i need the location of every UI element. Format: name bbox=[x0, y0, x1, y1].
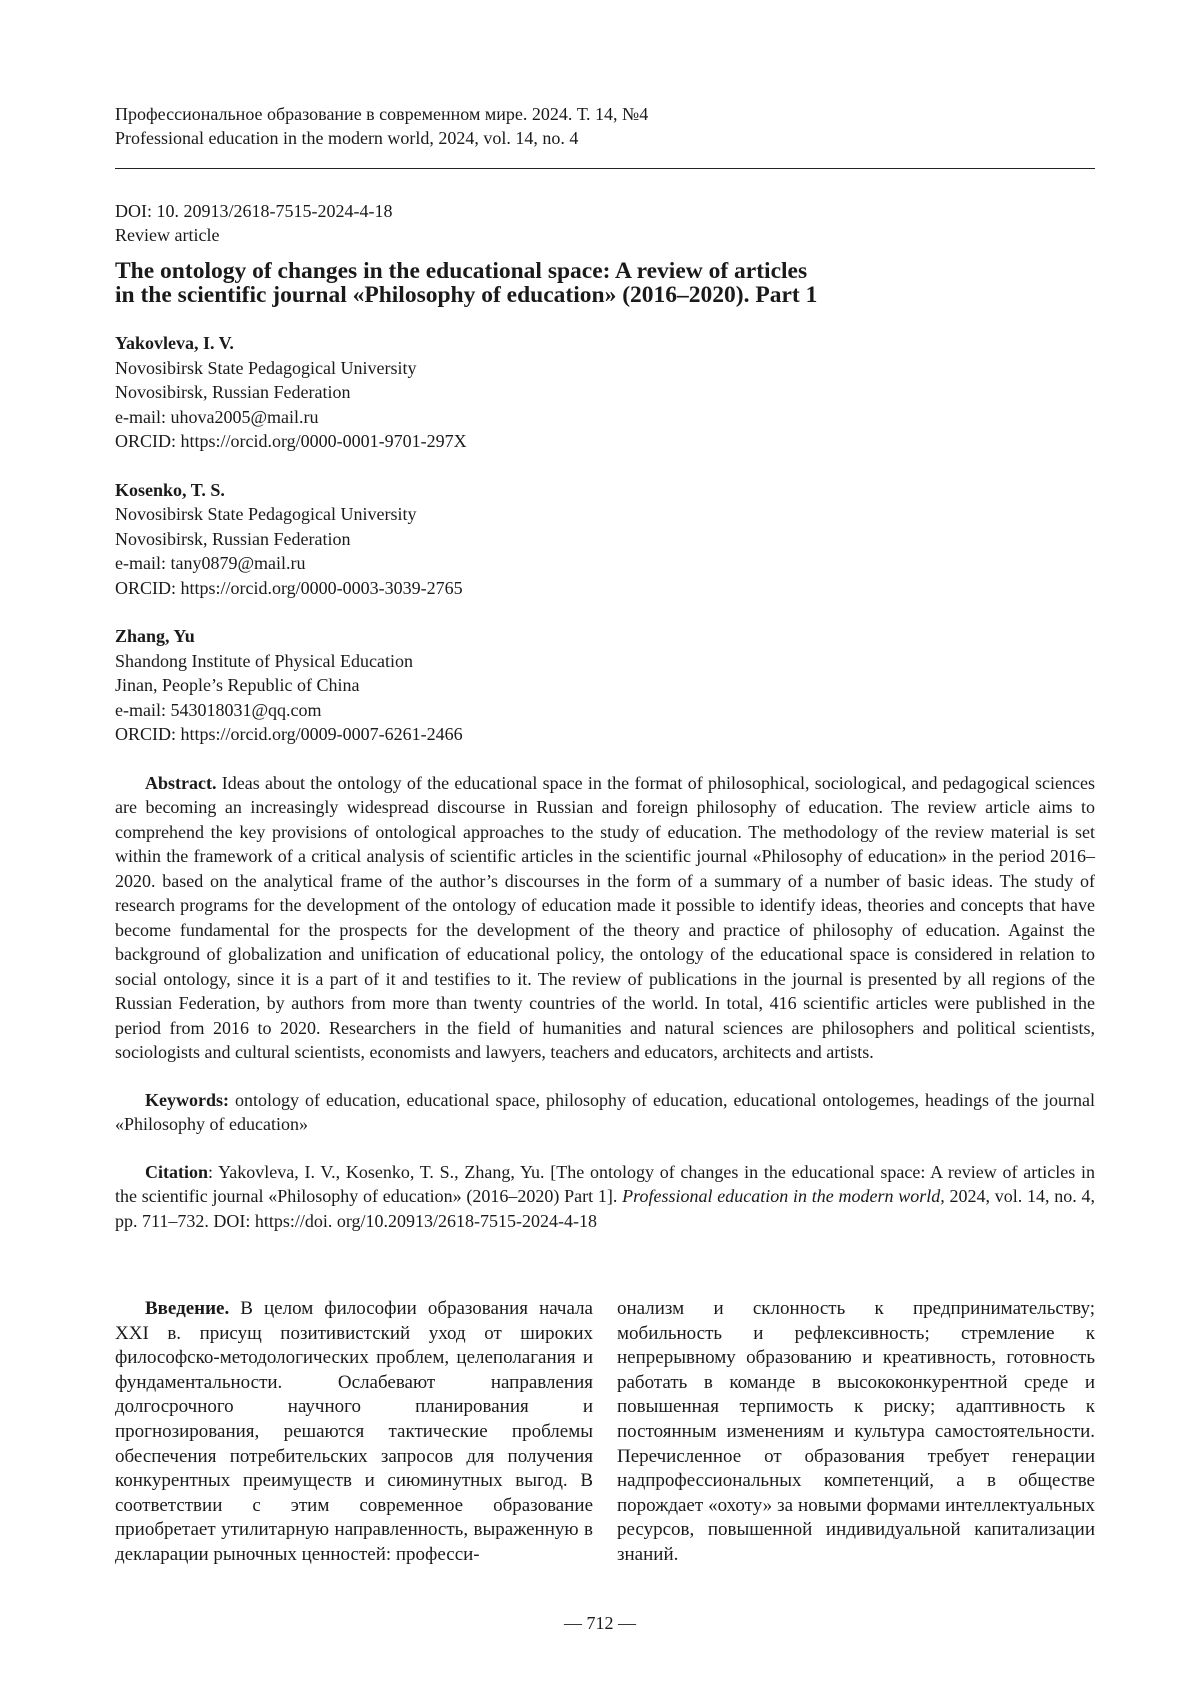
citation-text: : Yakovleva, I. V., Kosenko, T. S., Zhang, Yu. [The ontology of changes in the educational space: A review of articles in the scientific journal «Philosophy of education» (2016–2020) Part 1]. bbox=[115, 1162, 1095, 1207]
author-affiliation: Novosibirsk State Pedagogical University bbox=[115, 502, 1095, 527]
journal-title-en: Professional education in the modern world, 2024, vol. 14, no. 4 bbox=[115, 126, 1095, 150]
body-column-right bbox=[617, 1297, 1095, 1568]
intro-label: Введение. bbox=[145, 1298, 229, 1319]
article-type: Review article bbox=[115, 223, 1095, 247]
doi: DOI: 10. 20913/2618-7515-2024-4-18 bbox=[115, 199, 1095, 223]
intro-text: В целом философии образования начала XXI в. присущ позитивистский уход от широких философско-методологических проблем, целеполагания и фундаментальности. Ослабевают направления долгосрочного научного планирования и прогнозирования, решаются тактические проблемы обеспечения потребительских запросов для получения конкурентных преимуществ и сиюминутных выгод. В соответствии с этим современное образование приобретает утилитарную направленность, выраженную в декларации рыночных ценностей: професси- bbox=[115, 1298, 593, 1565]
abstract-label: Abstract. bbox=[145, 773, 216, 793]
author-orcid[interactable]: ORCID: https://orcid.org/0000-0001-9701-297X bbox=[115, 429, 1095, 454]
authors-list bbox=[115, 331, 1095, 747]
intro-paragraph-continued: онализм и склонность к предпринимательству; мобильность и рефлексивность; стремление к непрерывному образованию и креативность, готовность работать в команде в высококонкурентной среде и повышенная терпимость к риску; адаптивность к постоянным изменениям и культура самостоятельности. Перечисленное от образования требует генерации надпрофессиональных компетенций, а в обществе порождает «охоту» за новыми формами интеллектуальных ресурсов, повышенной индивидуальной капитализации знаний. bbox=[617, 1297, 1095, 1568]
author-affiliation: Shandong Institute of Physical Education bbox=[115, 649, 1095, 674]
author-name: Zhang, Yu bbox=[115, 624, 1095, 649]
page-content bbox=[115, 102, 1095, 1233]
author-orcid[interactable]: ORCID: https://orcid.org/0000-0003-3039-2765 bbox=[115, 576, 1095, 601]
author-block bbox=[115, 331, 1095, 454]
author-affiliation: Novosibirsk State Pedagogical University bbox=[115, 356, 1095, 381]
author-name: Kosenko, T. S. bbox=[115, 478, 1095, 503]
keywords bbox=[115, 1088, 1095, 1137]
author-location: Novosibirsk, Russian Federation bbox=[115, 380, 1095, 405]
citation-label: Citation bbox=[145, 1162, 208, 1182]
author-email[interactable]: e-mail: uhova2005@mail.ru bbox=[115, 405, 1095, 430]
citation bbox=[115, 1160, 1095, 1234]
abstract bbox=[115, 771, 1095, 1065]
body-column-left bbox=[115, 1297, 593, 1568]
body-columns bbox=[115, 1297, 1095, 1568]
author-location: Novosibirsk, Russian Federation bbox=[115, 527, 1095, 552]
author-orcid[interactable]: ORCID: https://orcid.org/0009-0007-6261-2466 bbox=[115, 722, 1095, 747]
author-email[interactable]: e-mail: tany0879@mail.ru bbox=[115, 551, 1095, 576]
abstract-text: Ideas about the ontology of the educational space in the format of philosophical, sociological, and pedagogical sciences are becoming an increasingly widespread discourse in Russian and foreign philosophy of education. The review article aims to comprehend the key provisions of ontological approaches to the study of education. The methodology of the review material is set within the framework of a critical analysis of scientific articles in the scientific journal «Philosophy of education» in the period 2016–2020. based on the analytical frame of the author’s discourses in the form of a summary of a number of basic ideas. The study of research programs for the development of the ontology of education made it possible to identify ideas, theories and concepts that have become fundamental for the prospects for the development of the theory and practice of philosophy of education. Against the background of globalization and unification of educational policy, the ontology of the educational space is considered in relation to social ontology, since it is a part of it and testifies to it. The review of publications in the journal is presented by all regions of the Russian Federation, by authors from more than twenty countries of the world. In total, 416 scientific articles were published in the period from 2016 to 2020. Researchers in the field of humanities and natural sciences are philosophers and political scientists, sociologists and cultural scientists, economists and lawyers, teachers and educators, architects and artists. bbox=[115, 773, 1095, 1063]
intro-paragraph bbox=[115, 1297, 593, 1568]
author-block bbox=[115, 624, 1095, 747]
author-block bbox=[115, 478, 1095, 601]
keywords-label: Keywords: bbox=[145, 1090, 229, 1110]
article-meta bbox=[115, 199, 1095, 247]
page-number: — 712 — bbox=[0, 1613, 1200, 1634]
journal-title-ru: Профессиональное образование в современном мире. 2024. Т. 14, №4 bbox=[115, 102, 1095, 126]
citation-journal: Professional education in the modern world, bbox=[622, 1186, 945, 1206]
header-divider bbox=[115, 168, 1095, 169]
title-line-2: in the scientific journal «Philosophy of education» (2016–2020). Part 1 bbox=[115, 283, 1095, 307]
citation-details: 2024, vol. 14, no. 4, pp. 711–732. DOI: https://doi. org/10.20913/2618-7515-2024-4-18 bbox=[115, 1186, 1095, 1231]
author-email[interactable]: e-mail: 543018031@qq.com bbox=[115, 698, 1095, 723]
keywords-text: ontology of education, educational space, philosophy of education, educational ontologemes, headings of the journal «Philosophy of education» bbox=[115, 1090, 1095, 1135]
author-location: Jinan, People’s Republic of China bbox=[115, 673, 1095, 698]
author-name: Yakovleva, I. V. bbox=[115, 331, 1095, 356]
title-line-1: The ontology of changes in the educational space: A review of articles bbox=[115, 259, 1095, 283]
journal-header bbox=[115, 102, 1095, 150]
article-title bbox=[115, 259, 1095, 307]
